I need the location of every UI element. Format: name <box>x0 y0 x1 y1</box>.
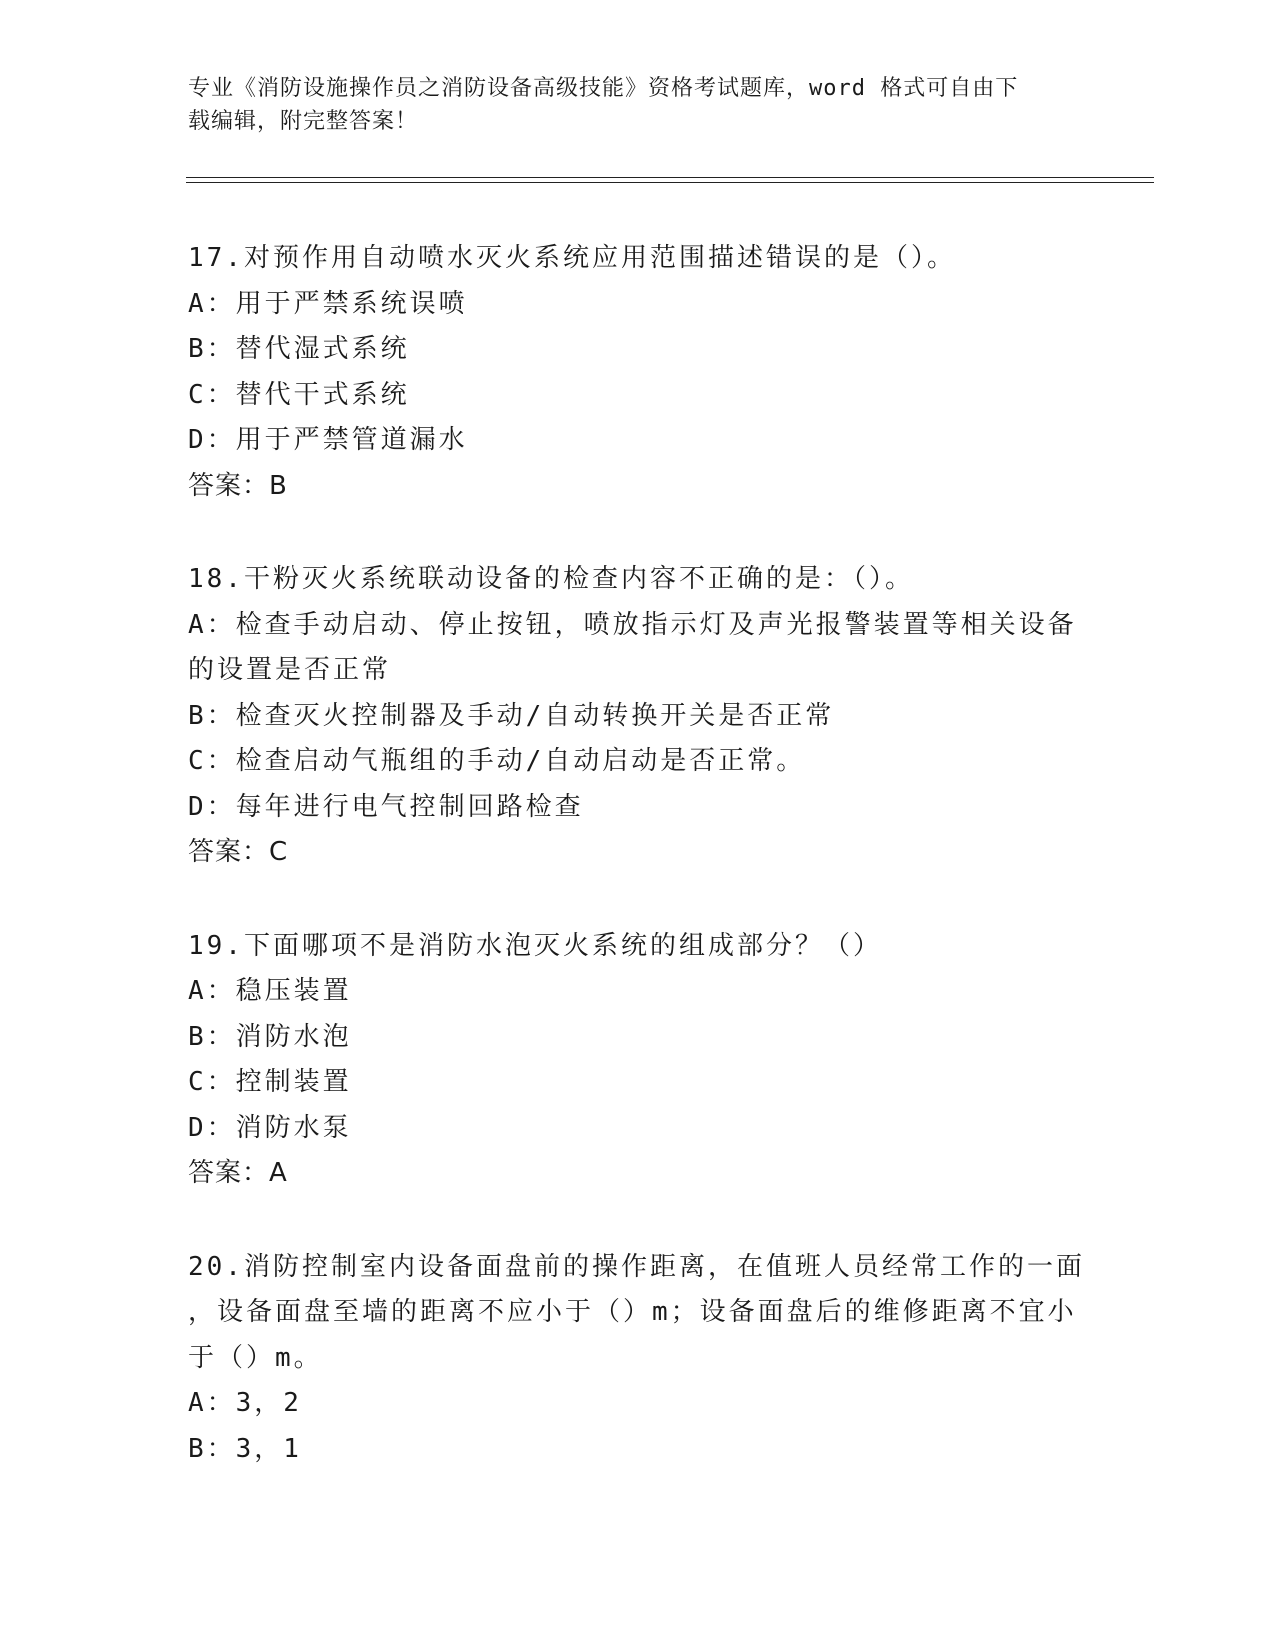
question-text-line-2: ，设备面盘至墙的距离不应小于（）m；设备面盘后的维修距离不宜小 <box>188 1297 1077 1327</box>
question-list <box>188 236 1088 1520</box>
header-divider-top <box>186 177 1154 178</box>
question-text: 20.消防控制室内设备面盘前的操作距离，在值班人员经常工作的一面 <box>188 1251 1085 1282</box>
option-b: B：3，1 <box>188 1433 302 1464</box>
header-line-1: 专业《消防设施操作员之消防设备高级技能》资格考试题库，word 格式可自由下 <box>188 76 1019 101</box>
option-a: A：检查手动启动、停止按钮，喷放指示灯及声光报警装置等相关设备 <box>188 609 1077 640</box>
question-text: 17.对预作用自动喷水灭火系统应用范围描述错误的是（）。 <box>188 243 956 273</box>
option-b: B：消防水泡 <box>188 1021 352 1052</box>
option-d: D：每年进行电气控制回路检查 <box>188 791 584 822</box>
option-c: C：替代干式系统 <box>188 379 410 410</box>
question-17 <box>188 236 1088 509</box>
document-header <box>188 72 1088 138</box>
question-text: 19.下面哪项不是消防水泡灭火系统的组成部分？（） <box>188 930 882 961</box>
option-d: D：消防水泵 <box>188 1112 352 1143</box>
option-b: B：检查灭火控制器及手动/自动转换开关是否正常 <box>188 700 835 731</box>
option-c: C：检查启动气瓶组的手动/自动启动是否正常。 <box>188 746 806 776</box>
option-a-continued: 的设置是否正常 <box>188 655 392 685</box>
option-a: A：用于严禁系统误喷 <box>188 288 468 319</box>
question-19 <box>188 924 1088 1197</box>
header-line-2: 载编辑，附完整答案！ <box>188 109 419 134</box>
question-text: 18.干粉灭火系统联动设备的检查内容不正确的是：（）。 <box>188 564 914 594</box>
option-a: A：稳压装置 <box>188 976 352 1006</box>
option-c: C：控制装置 <box>188 1067 352 1097</box>
option-b: B：替代湿式系统 <box>188 334 410 364</box>
answer: 答案：C <box>188 837 289 867</box>
option-d: D：用于严禁管道漏水 <box>188 425 468 455</box>
question-text-line-3: 于（）m。 <box>188 1342 323 1373</box>
header-divider-bottom <box>186 182 1154 183</box>
question-18 <box>188 557 1088 876</box>
question-20 <box>188 1245 1088 1473</box>
answer: 答案：B <box>188 470 288 501</box>
option-a: A：3，2 <box>188 1388 302 1418</box>
answer: 答案：A <box>188 1158 288 1188</box>
